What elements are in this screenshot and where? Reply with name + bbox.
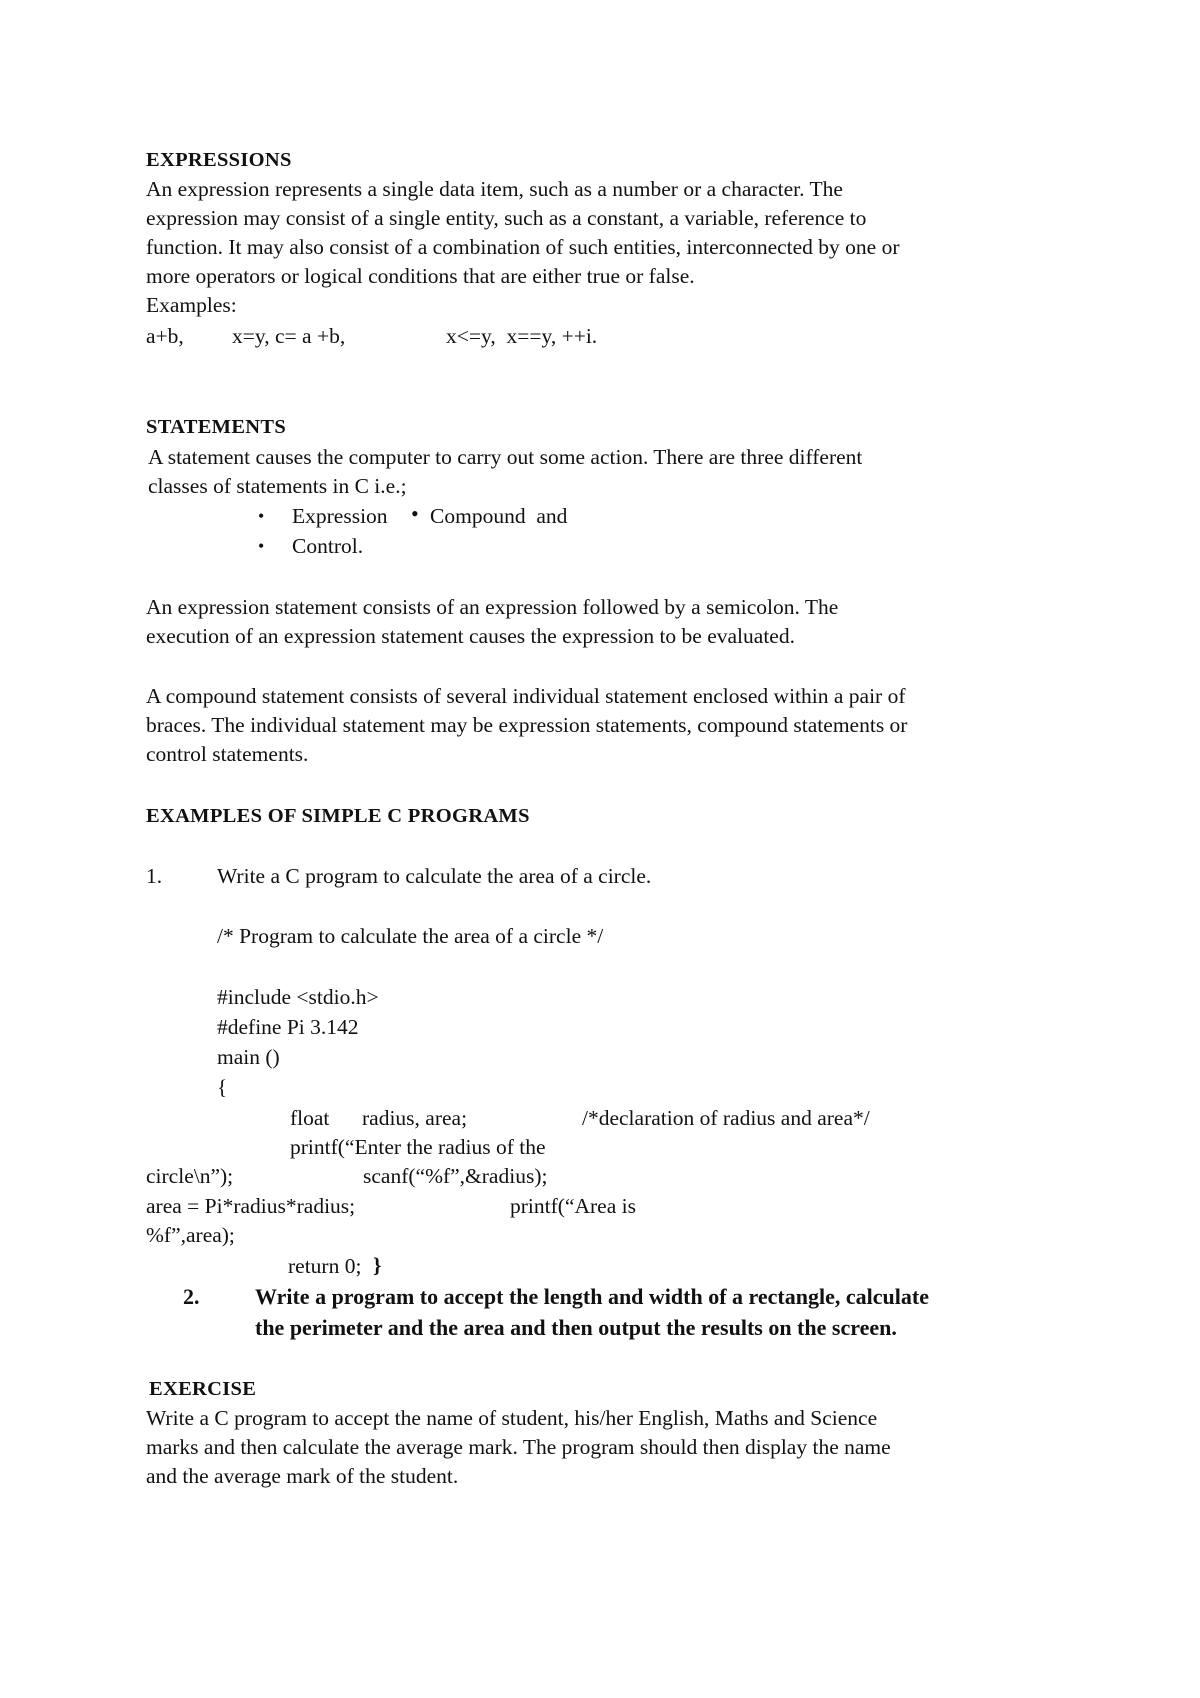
code-main: main () bbox=[217, 1045, 280, 1069]
expressions-heading: EXPRESSIONS bbox=[146, 149, 292, 171]
example-1: a+b, bbox=[146, 324, 184, 348]
code-circle-end: circle\n”); bbox=[146, 1164, 234, 1188]
code-close-brace: } bbox=[373, 1253, 382, 1277]
item-2-number: 2. bbox=[183, 1284, 200, 1309]
exercise-line-2: marks and then calculate the average mark. The program should then display the name bbox=[146, 1435, 891, 1459]
example-3: x<=y, x==y, ++i. bbox=[446, 324, 598, 348]
bullet-icon: • bbox=[258, 536, 265, 556]
exercise-heading: EXERCISE bbox=[149, 1378, 257, 1400]
example-2: x=y, c= a +b, bbox=[232, 324, 346, 348]
statements-line-2: classes of statements in C i.e.; bbox=[148, 474, 407, 498]
statements-heading: STATEMENTS bbox=[146, 416, 287, 438]
code-open-brace: { bbox=[217, 1075, 228, 1099]
code-float-keyword: float bbox=[290, 1106, 330, 1130]
expressions-line-4: more operators or logical conditions that are either true or false. bbox=[146, 264, 695, 288]
expressions-line-3: function. It may also consist of a combination of such entities, interconnected by one or bbox=[146, 235, 900, 259]
item-2-line-2: the perimeter and the area and then output the results on the screen. bbox=[255, 1315, 897, 1340]
item-2-line-1: Write a program to accept the length and width of a rectangle, calculate bbox=[255, 1284, 929, 1309]
statements-line-1: A statement causes the computer to carry out some action. There are three different bbox=[148, 445, 863, 469]
code-include: #include <stdio.h> bbox=[217, 985, 379, 1009]
exercise-line-3: and the average mark of the student. bbox=[146, 1464, 459, 1488]
code-float-vars: radius, area; bbox=[362, 1106, 468, 1130]
code-printf-area-end: %f”,area); bbox=[146, 1223, 235, 1247]
compound-statement-line-1: A compound statement consists of several individual statement enclosed within a pair of bbox=[146, 684, 906, 708]
examples-heading: EXAMPLES OF SIMPLE C PROGRAMS bbox=[146, 805, 530, 827]
item-1-number: 1. bbox=[146, 864, 163, 888]
expressions-line-2: expression may consist of a single entity, such as a constant, a variable, reference to bbox=[146, 206, 867, 230]
bullet-item-expression: Expression bbox=[292, 504, 388, 528]
code-comment: /* Program to calculate the area of a circle */ bbox=[217, 924, 604, 948]
code-printf-area: printf(“Area is bbox=[510, 1194, 636, 1218]
code-printf-enter: printf(“Enter the radius of the bbox=[290, 1135, 546, 1159]
bullet-item-compound: Compound and bbox=[430, 504, 568, 528]
bullet-item-control: Control. bbox=[292, 534, 364, 558]
compound-statement-line-3: control statements. bbox=[146, 742, 309, 766]
expression-statement-line-2: execution of an expression statement causes the expression to be evaluated. bbox=[146, 624, 795, 648]
code-return: return 0; bbox=[288, 1254, 362, 1278]
code-scanf: scanf(“%f”,&radius); bbox=[363, 1164, 548, 1188]
code-float-comment: /*declaration of radius and area*/ bbox=[582, 1106, 870, 1130]
expressions-line-1: An expression represents a single data item, such as a number or a character. The bbox=[146, 177, 843, 201]
examples-label: Examples: bbox=[146, 293, 237, 317]
code-area-calc: area = Pi*radius*radius; bbox=[146, 1194, 356, 1218]
exercise-line-1: Write a C program to accept the name of student, his/her English, Maths and Science bbox=[146, 1406, 878, 1430]
expression-statement-line-1: An expression statement consists of an expression followed by a semicolon. The bbox=[146, 595, 839, 619]
bullet-icon: • bbox=[258, 506, 265, 526]
item-1-text: Write a C program to calculate the area of a circle. bbox=[217, 864, 652, 888]
compound-statement-line-2: braces. The individual statement may be expression statements, compound statements or bbox=[146, 713, 908, 737]
bullet-icon: • bbox=[411, 501, 419, 526]
code-define: #define Pi 3.142 bbox=[217, 1015, 359, 1039]
